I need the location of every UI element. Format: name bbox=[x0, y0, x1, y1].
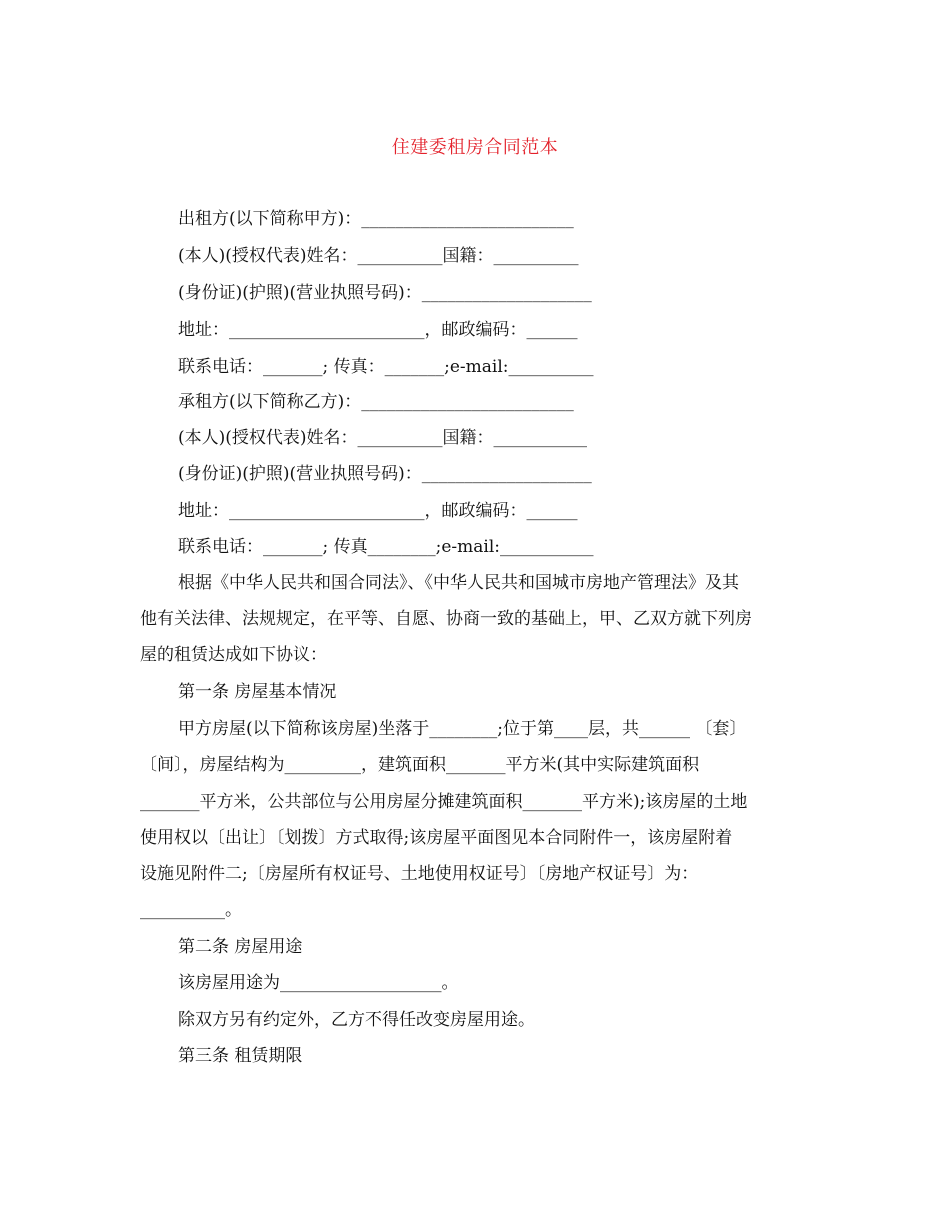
lessor-contact-line: 联系电话：_______; 传真：_______;e-mail:__________ bbox=[178, 357, 594, 377]
lessor-representative-line: (本人)(授权代表)姓名：__________国籍：__________ bbox=[178, 246, 579, 266]
preamble-line-3: 屋的租赁达成如下协议： bbox=[140, 645, 327, 665]
preamble-line-2: 他有关法律、法规规定，在平等、自愿、协商一致的基础上，甲、乙双方就下列房 bbox=[140, 609, 752, 629]
lessor-address-line: 地址：_______________________，邮政编码：______ bbox=[178, 320, 578, 340]
article-1-line-6: __________。 bbox=[140, 900, 242, 920]
lessee-representative-line: (本人)(授权代表)姓名：__________国籍：___________ bbox=[178, 428, 588, 448]
lessor-id-line: (身份证)(护照)(营业执照号码)：____________________ bbox=[178, 283, 592, 303]
lessee-contact-line: 联系电话：_______; 传真________;e-mail:___________ bbox=[178, 537, 594, 557]
lessor-name-line: 出租方(以下简称甲方)：_________________________ bbox=[178, 209, 574, 229]
article-1-line-4: 使用权以〔出让〕〔划拨〕方式取得;该房屋平面图见本合同附件一，该房屋附着 bbox=[140, 828, 733, 848]
article-1-heading: 第一条 房屋基本情况 bbox=[178, 682, 337, 702]
lessee-name-line: 承租方(以下简称乙方)：_________________________ bbox=[178, 392, 574, 412]
lessee-address-line: 地址：_______________________，邮政编码：______ bbox=[178, 501, 578, 521]
article-2-line-1: 该房屋用途为___________________。 bbox=[178, 973, 459, 993]
article-2-heading: 第二条 房屋用途 bbox=[178, 937, 303, 957]
preamble-line-1: 根据《中华人民共和国合同法》、《中华人民共和国城市房地产管理法》及其 bbox=[178, 573, 739, 593]
article-2-line-2: 除双方另有约定外，乙方不得任改变房屋用途。 bbox=[178, 1010, 535, 1030]
document-title: 住建委租房合同范本 bbox=[391, 137, 559, 158]
article-1-line-5: 设施见附件二;〔房屋所有权证号、土地使用权证号〕〔房地产权证号〕为： bbox=[140, 864, 699, 884]
lessee-id-line: (身份证)(护照)(营业执照号码)：____________________ bbox=[178, 464, 592, 484]
article-1-line-3: _______平方米，公共部位与公用房屋分摊建筑面积_______平方米);该房屋的土地 bbox=[140, 792, 748, 812]
article-3-heading: 第三条 租赁期限 bbox=[178, 1046, 303, 1066]
article-1-line-2: 〔间〕，房屋结构为_________，建筑面积_______平方米(其中实际建筑面积 bbox=[140, 755, 700, 775]
article-1-line-1: 甲方房屋(以下简称该房屋)坐落于________;位于第____层，共______ 〔套〕 bbox=[178, 719, 747, 739]
